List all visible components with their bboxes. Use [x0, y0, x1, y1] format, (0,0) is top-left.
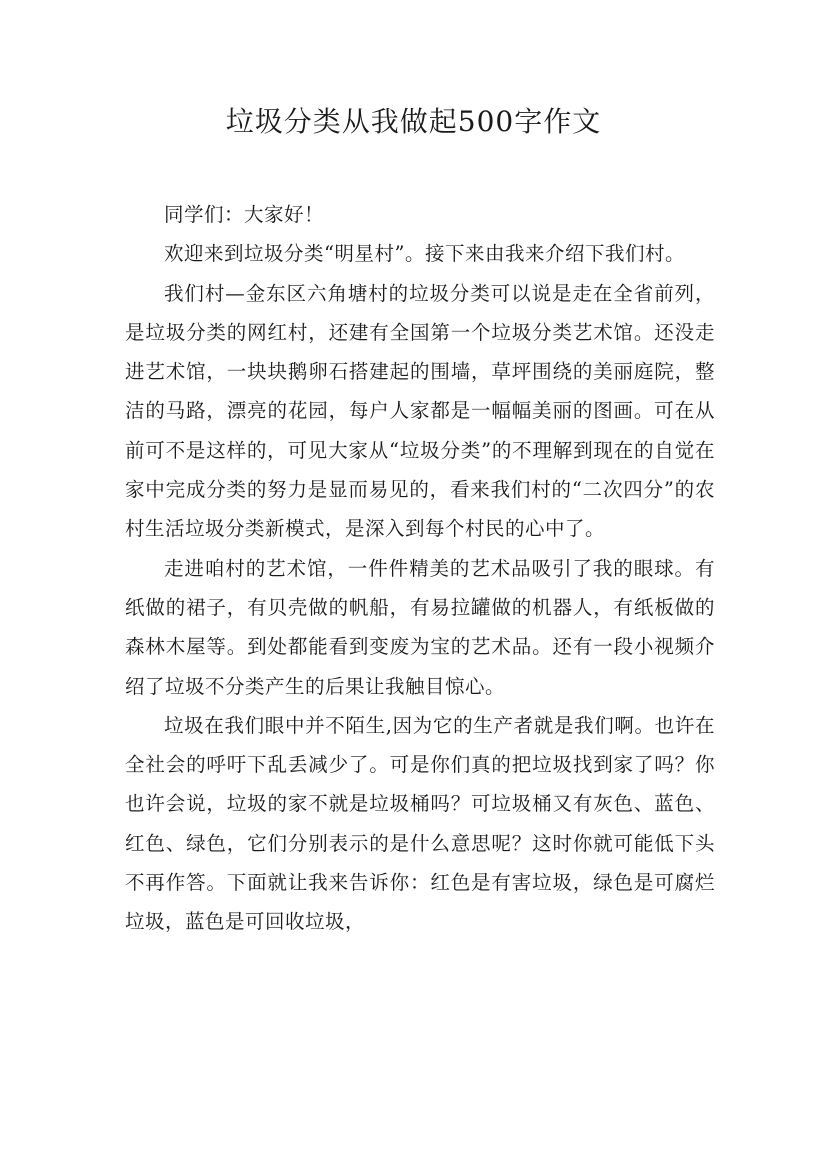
paragraph-welcome: 欢迎来到垃圾分类“明星村”。接下来由我来介绍下我们村。	[164, 242, 685, 266]
document-title: 垃圾分类从我做起500字作文	[225, 105, 602, 138]
essay-body	[125, 195, 715, 942]
paragraph-greeting: 同学们：大家好！	[164, 203, 325, 226]
paragraph-garbage-bins: 垃圾在我们眼中并不陌生,因为它的生产者就是我们啊。也许在全社会的呼吁下乱丢减少了。可是你们真的把垃圾找到家了吗？你也许会说，垃圾的家不就是垃圾桶吗？可垃圾桶又有灰色、蓝色、红色、绿色，它们分别表示的是什么意思呢？这时你就可能低下头不再作答。下面就让我来告诉你：红色是有害垃圾，绿色是可腐烂垃圾，蓝色是可回收垃圾，	[125, 713, 715, 934]
paragraph-village-intro: 我们村—金东区六角塘村的垃圾分类可以说是走在全省前列，是垃圾分类的网红村，还建有全国第一个垃圾分类艺术馆。还没走进艺术馆，一块块鹅卵石搭建起的围墙，草坪围绕的美丽庭院，整洁的马路，漂亮的花园，每户人家都是一幅幅美丽的图画。可在从前可不是这样的，可见大家从“垃圾分类”的不理解到现在的自觉在家中完成分类的努力是显而易见的，看来我们村的“二次四分”的农村生活垃圾分类新模式，是深入到每个村民的心中了。	[125, 281, 715, 541]
paragraph-art-museum: 走进咱村的艺术馆，一件件精美的艺术品吸引了我的眼球。有纸做的裙子，有贝壳做的帆船，有易拉罐做的机器人，有纸板做的森林木屋等。到处都能看到变废为宝的艺术品。还有一段小视频介绍了垃圾不分类产生的后果让我触目惊心。	[125, 556, 715, 698]
